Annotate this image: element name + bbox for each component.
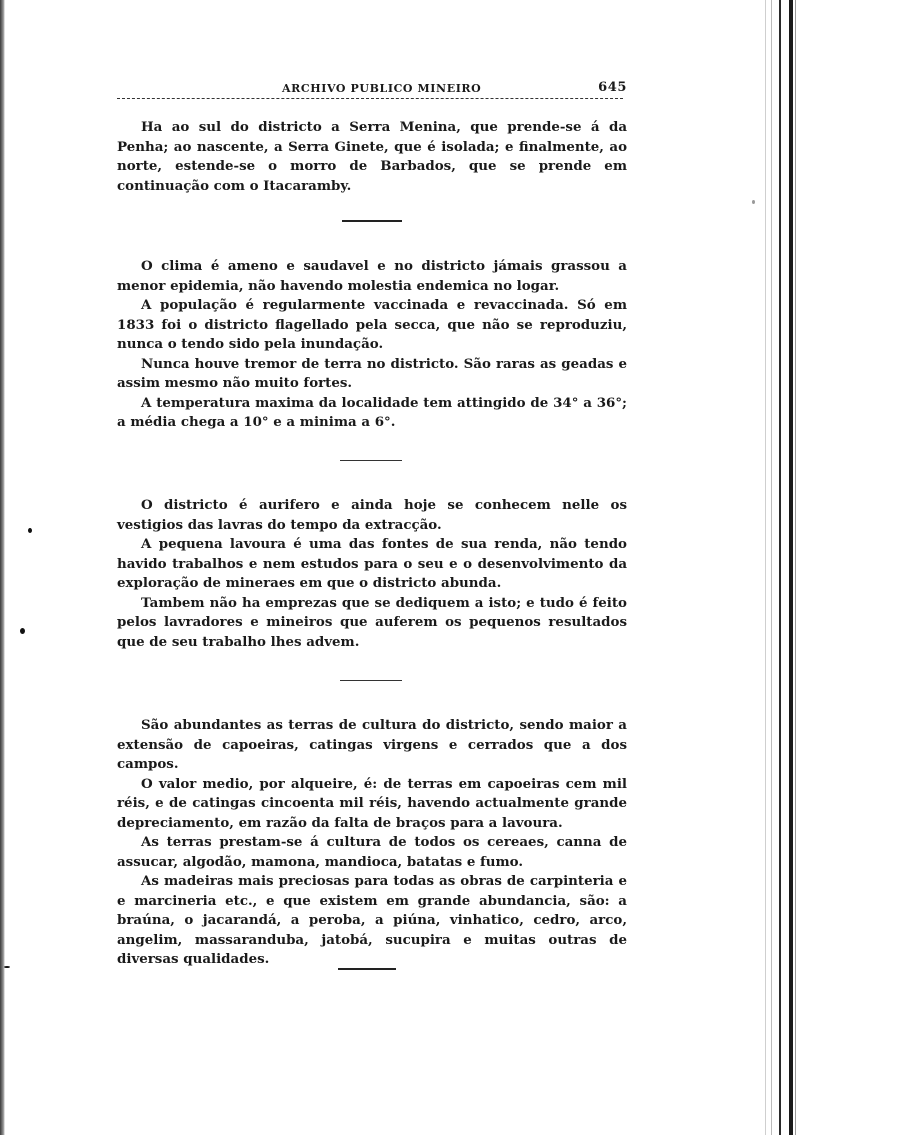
header-rule: [117, 98, 623, 99]
scan-edge-right: [765, 0, 901, 1135]
paragraph: Nunca houve tremor de terra no districto. São raras as geadas e assim mesmo não muito fortes.: [117, 355, 627, 391]
section-mining: [117, 496, 627, 652]
paragraph: O valor medio, por alqueire, é: de terras em capoeiras cem mil réis, e de catingas cincoenta mil réis, havendo actualmente grande depreciamento, em razão da falta de braços para a lavoura.: [117, 775, 627, 831]
paragraph: As madeiras mais preciosas para todas as obras de carpinteria e e marcineria etc., e que existem em grande abundancia, são: a braúna, o jacarandá, a peroba, a piúna, vinhatico, cedro, arco, angelim, massaranduba, jatobá, sucupira e muitas outras de diversas qualidades.: [117, 873, 627, 967]
scan-edge-left: [0, 0, 5, 1135]
section-separator: [340, 460, 402, 461]
paragraph: A pequena lavoura é uma das fontes de sua renda, não tendo havido trabalhos e nem estudos para o seu e o desenvolvimento da exploração de mineraes em que o districto abunda.: [117, 536, 627, 591]
paragraph: A população é regularmente vaccinada e revaccinada. Só em 1833 foi o districto flagellado pela secca, que não se reproduziu, nunca o tendo sido pela inundação.: [117, 297, 627, 352]
paragraph: O districto é aurifero e ainda hoje se conhecem nelle os vestigios das lavras do tempo da extracção.: [117, 497, 627, 533]
section-mountains: [117, 118, 627, 196]
paragraph: O clima é ameno e saudavel e no districto jámais grassou a menor epidemia, não havendo molestia endemica no logar.: [117, 258, 627, 294]
paragraph: A temperatura maxima da localidade tem attingido de 34° a 36°; a média chega a 10° e a minima a 6°.: [117, 394, 627, 430]
section-separator: [338, 968, 396, 970]
paragraph: São abundantes as terras de cultura do districto, sendo maior a extensão de capoeiras, catingas virgens e cerrados que a dos campos.: [117, 717, 627, 772]
page-number: 645: [598, 80, 627, 95]
section-climate: [117, 257, 627, 433]
paragraph: Ha ao sul do districto a Serra Menina, que prende-se á da Penha; ao nascente, a Serra Ginete, que é isolada; e finalmente, ao norte, estende-se o morro de Barbados, que se prende em continuação com o Itacaramby.: [117, 119, 627, 194]
paragraph: As terras prestam-se á cultura de todos os cereaes, canna de assucar, algodão, mamona, mandioca, batatas e fumo.: [117, 834, 627, 870]
running-head: [117, 78, 627, 98]
running-title: ARCHIVO PUBLICO MINEIRO: [282, 82, 482, 95]
paragraph: Tambem não ha emprezas que se dediquem a isto; e tudo é feito pelos lavradores e mineiros que auferem os pequenos resultados que de seu trabalho lhes advem.: [117, 594, 627, 650]
book-page: [117, 78, 627, 99]
section-agriculture: [117, 716, 627, 970]
section-separator: [340, 680, 402, 681]
section-separator: [342, 220, 402, 222]
